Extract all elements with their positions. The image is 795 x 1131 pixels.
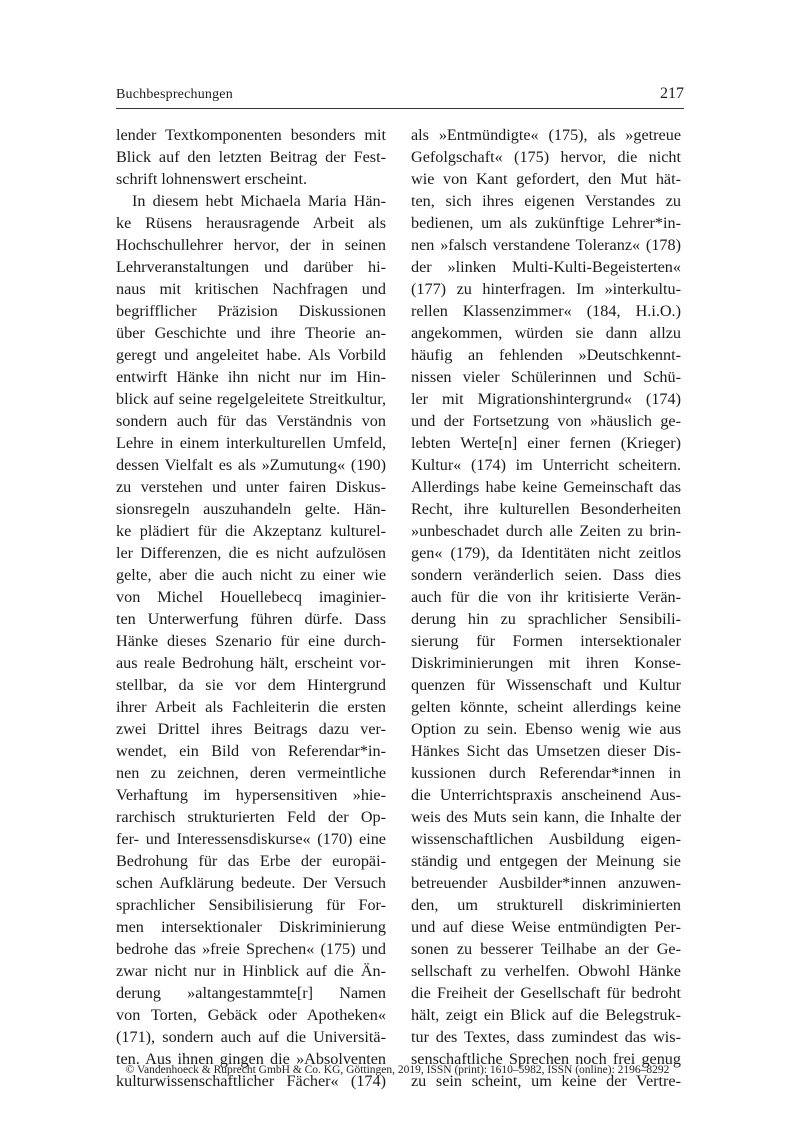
page-number: 217 [660, 85, 684, 102]
text-line: Blick auf den letzten Beitrag der Fest- [116, 148, 386, 166]
text-line: fer- und Interessensdiskurse« (170) eine [116, 830, 386, 848]
text-line: weis des Muts sein kann, die Inhalte der [411, 808, 681, 826]
text-line: wie von Kant gefordert, den Mut hät- [411, 170, 681, 188]
text-line: dessen Vielfalt es als »Zumutung« (190) [116, 456, 386, 474]
text-line: betreuender Ausbilder*innen anzuwen- [411, 874, 681, 892]
text-line: schrift lohnenswert erscheint. [116, 170, 308, 188]
text-line: zwar nicht nur in Hinblick auf die Än- [116, 962, 386, 980]
text-line: Hänkes Sicht das Umsetzen dieser Dis- [411, 742, 681, 760]
text-line: Hochschullehrer hervor, der in seinen [116, 236, 386, 254]
text-line: quenzen für Wissenschaft und Kultur [411, 676, 681, 694]
text-line: bedrohe das »freie Sprechen« (175) und [116, 940, 386, 958]
running-head: Buchbesprechungen [116, 87, 233, 102]
text-line: hält, zeigt ein Blick auf die Belegstruk- [411, 1006, 681, 1024]
text-line: ihrer Arbeit als Fachleiterin die ersten [116, 698, 386, 716]
text-line: angekommen, würden sie dann allzu [411, 324, 681, 342]
text-line: schen Aufklärung bedeute. Der Versuch [116, 874, 386, 892]
text-line: kussionen durch Referendar*innen in [411, 764, 681, 782]
text-line: ten. Aus ihnen gingen die »Absolventen [116, 1050, 386, 1068]
text-line: sellschaft zu verhelfen. Obwohl Hänke [411, 962, 681, 980]
text-line: Kultur« (174) im Unterricht scheitern. [411, 456, 681, 474]
text-line: nen zu zeichnen, deren vermeintliche [116, 764, 386, 782]
text-line: Diskriminierungen mit ihren Konse- [411, 654, 681, 672]
text-line: und der Fortsetzung von »häuslich ge- [411, 412, 681, 430]
text-line: senschaftliche Sprechen noch frei genug [411, 1050, 681, 1068]
copyright-footer: © Vandenhoeck & Ruprecht GmbH & Co. KG, Göttingen, 2019, ISSN (print): 1610–5982, ISSN (online): 2196–8292 [125, 1064, 670, 1076]
text-line: sionsregeln auszuhandeln gelte. Hän- [116, 500, 386, 518]
text-line: Recht, ihre kulturellen Besonderheiten [411, 500, 681, 518]
text-line: wissenschaftlichen Ausbildung eigen- [411, 830, 681, 848]
text-line: sierung für Formen intersektionaler [411, 632, 681, 650]
text-line: begrifflicher Präzision Diskussionen [116, 302, 386, 320]
text-line: tur des Textes, dass zumindest das wis- [411, 1028, 681, 1046]
text-line: ke Rüsens herausragende Arbeit als [116, 214, 386, 232]
text-line: sondern auch für das Verständnis von [116, 412, 386, 430]
text-line: ler mit Migrationshintergrund« (174) [411, 390, 681, 408]
text-line: auch für die von ihr kritisierte Verän- [411, 588, 681, 606]
text-line: ten, sich ihres eigenen Verstandes zu [411, 192, 681, 210]
text-line: über Geschichte und ihre Theorie an- [116, 324, 386, 342]
text-line: der »linken Multi-Kulti-Begeisterten« [411, 258, 681, 276]
text-line: zu verstehen und unter fairen Diskus- [116, 478, 386, 496]
text-line: sprachlicher Sensibilisierung für For- [116, 896, 386, 914]
text-line: blick auf seine regelgeleitete Streitkultur, [116, 390, 386, 408]
text-line: lender Textkomponenten besonders mit [116, 126, 386, 144]
page-header [116, 86, 684, 109]
text-line: den, um strukturell diskriminierten [411, 896, 681, 914]
text-line: sondern veränderlich seien. Dass dies [411, 566, 681, 584]
text-line: von Michel Houellebecq imaginier- [116, 588, 386, 606]
text-line: men intersektionaler Diskriminierung [116, 918, 386, 936]
text-line: In diesem hebt Michaela Maria Hän- [132, 192, 386, 210]
text-line: ke plädiert für die Akzeptanz kulturel- [116, 522, 386, 540]
text-line: stellbar, da sie vor dem Hintergrund [116, 676, 386, 694]
text-line: derung »altangestammte[r] Namen [116, 984, 386, 1002]
left-text-column [116, 124, 386, 1092]
text-line: aus reale Bedrohung hält, erscheint vor- [116, 654, 386, 672]
text-line: rarchisch strukturierten Feld der Op- [116, 808, 386, 826]
text-line: ständig und entgegen der Meinung sie [411, 852, 681, 870]
text-line: häufig an fehlenden »Deutschkennt- [411, 346, 681, 364]
text-line: und auf diese Weise entmündigten Per- [411, 918, 681, 936]
text-line: ten Unterwerfung führen dürfe. Dass [116, 610, 386, 628]
text-line: gelte, aber die auch nicht zu einer wie [116, 566, 386, 584]
text-line: entwirft Hänke ihn nicht nur im Hin- [116, 368, 386, 386]
text-line: zu sein scheint, um keine der Vertre- [411, 1072, 681, 1090]
text-line: gelten könnte, scheint allerdings keine [411, 698, 681, 716]
text-line: ler Differenzen, die es nicht aufzulösen [116, 544, 386, 562]
text-line: Lehrveranstaltungen und darüber hi- [116, 258, 386, 276]
text-line: die Freiheit der Gesellschaft für bedroht [411, 984, 681, 1002]
text-line: geregt und angeleitet habe. Als Vorbild [116, 346, 386, 364]
text-line: kulturwissenschaftlicher Fächer« (174) [116, 1072, 386, 1090]
text-line: Allerdings habe keine Gemeinschaft das [411, 478, 681, 496]
text-line: Hänke dieses Szenario für eine durch- [116, 632, 386, 650]
text-line: die Unterrichtspraxis anscheinend Aus- [411, 786, 681, 804]
text-line: wendet, ein Bild von Referendar*in- [116, 742, 386, 760]
text-line: bedienen, um als zukünftige Lehrer*in- [411, 214, 681, 232]
text-line: »unbeschadet durch alle Zeiten zu brin- [411, 522, 681, 540]
text-line: Lehre in einem interkulturellen Umfeld, [116, 434, 386, 452]
text-line: nen »falsch verstandene Toleranz« (178) [411, 236, 681, 254]
text-line: als »Entmündigte« (175), als »getreue [411, 126, 681, 144]
text-line: Verhaftung im hypersensitiven »hie- [116, 786, 386, 804]
text-line: von Torten, Gebäck oder Apotheken« [116, 1006, 386, 1024]
right-text-column [411, 124, 681, 1092]
text-line: (177) zu hinterfragen. Im »interkultu- [411, 280, 681, 298]
text-line: Bedrohung für das Erbe der europäi- [116, 852, 386, 870]
text-line: zwei Drittel ihres Beitrags dazu ver- [116, 720, 386, 738]
text-line: sonen zu besserer Teilhabe an der Ge- [411, 940, 681, 958]
text-line: Gefolgschaft« (175) hervor, die nicht [411, 148, 681, 166]
text-line: nissen vieler Schülerinnen und Schü- [411, 368, 681, 386]
text-line: rellen Klassenzimmer« (184, H.i.O.) [411, 302, 681, 320]
text-line: gen« (179), da Identitäten nicht zeitlos [411, 544, 681, 562]
text-line: (171), sondern auch auf die Universitä- [116, 1028, 386, 1046]
text-line: derung hin zu sprachlicher Sensibili- [411, 610, 681, 628]
text-line: lebten Werte[n] einer fernen (Krieger) [411, 434, 681, 452]
text-line: Option zu sein. Ebenso wenig wie aus [411, 720, 681, 738]
text-line: naus mit kritischen Nachfragen und [116, 280, 386, 298]
